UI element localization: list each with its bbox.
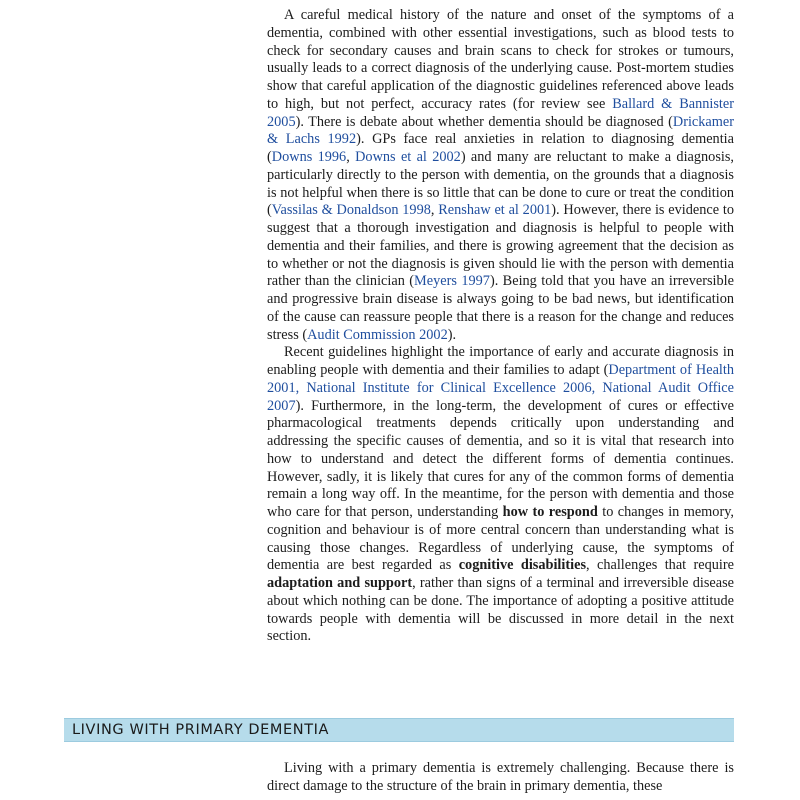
citation-link[interactable]: Downs et al 2002: [355, 149, 461, 165]
text-run: ,: [430, 202, 439, 219]
body-text-lower: [267, 760, 734, 796]
citation-link[interactable]: Department of Health 2001, National Institute for Clinical Excellence 2006, National Audit Office 2007: [267, 362, 735, 414]
section-heading: LIVING WITH PRIMARY DEMENTIA: [72, 722, 330, 738]
bold-term: cognitive disabilities: [458, 557, 587, 574]
text-run: Recent guidelines highlight the importance of early and accurate diagnosis in enabling people with dementia and their families to adapt (: [267, 344, 734, 378]
paragraph-guidelines: [267, 344, 734, 646]
citation-link[interactable]: Vassilas & Donaldson 1998: [271, 202, 431, 219]
citation-link[interactable]: Downs 1996: [271, 149, 347, 165]
text-run: ) and many are reluctant to make a diagnosis, particularly directly to the person with dementia, on the grounds that a diagnosis is not helpful when there is so little that can be done to cure or treat the condition (: [267, 149, 735, 219]
citation-link[interactable]: Ballard & Bannister 2005: [267, 95, 734, 130]
text-run: ).: [447, 326, 457, 343]
text-run: , rather than signs of a terminal and irreversible disease about which nothing can be done. The importance of adopting a positive attitude towards people with dementia will be discussed in more detail in the next section.: [267, 575, 734, 645]
text-run: ). However, there is evidence to suggest that a thorough investigation and diagnosis is helpful to people with dementia and their families, and there is growing agreement that the decision as to whether or not the diagnosis is given should lie with the person with dementia rather than the clinician (: [267, 202, 735, 290]
citation-link[interactable]: Drickamer & Lachs 1992: [267, 113, 734, 148]
citation-link[interactable]: Meyers 1997: [414, 273, 490, 290]
bold-term: how to respond: [502, 504, 598, 520]
text-run: A careful medical history of the nature and onset of the symptoms of a dementia, combined with other essential investigations, such as blood tests to check for secondary causes and brain scans to check for strokes or tumours, usually leads to a correct diagnosis of the underlying cause. Post-mortem studies show that careful application of the diagnostic guidelines referenced above leads to high, but not perfect, accuracy rates (for review see: [267, 7, 734, 112]
paragraph-living: Living with a primary dementia is extremely challenging. Because there is direct damage to the structure of the brain in primary dementia, these: [267, 760, 734, 794]
bold-term: adaptation and support: [267, 575, 413, 591]
body-text-upper: [267, 7, 734, 646]
text-run: ). Furthermore, in the long-term, the development of cures or effective pharmacological treatments depends critically upon understanding and addressing the specific causes of dementia, and so it is vital that research into how to understand and detect the different forms of dementia continues. However, sadly, it is likely that cures for any of the common forms of dementia remain a long way off. In the meantime, for the person with dementia and those who care for that person, understanding: [267, 397, 734, 520]
text-run: ). There is debate about whether dementia should be diagnosed (: [295, 113, 673, 130]
citation-link[interactable]: Renshaw et al 2001: [438, 202, 552, 219]
text-run: , challenges that require: [586, 557, 735, 574]
citation-link[interactable]: Audit Commission 2002: [307, 326, 448, 343]
text-run: ,: [346, 149, 356, 165]
text-run: ). GPs face real anxieties in relation to diagnosing dementia (: [267, 131, 734, 165]
text-run: to changes in memory, cognition and behaviour is of more central concern than understanding what is causing those changes. Regardless of underlying cause, the symptoms of dementia are best regarded as: [267, 504, 735, 574]
section-heading-bar: [64, 718, 734, 742]
paragraph-diagnosis: [267, 7, 734, 344]
text-run: ). Being told that you have an irreversible and progressive brain disease is always going to be bad news, but identification of the cause can reassure people that there is a reason for the change and reduces stress (: [267, 273, 734, 343]
